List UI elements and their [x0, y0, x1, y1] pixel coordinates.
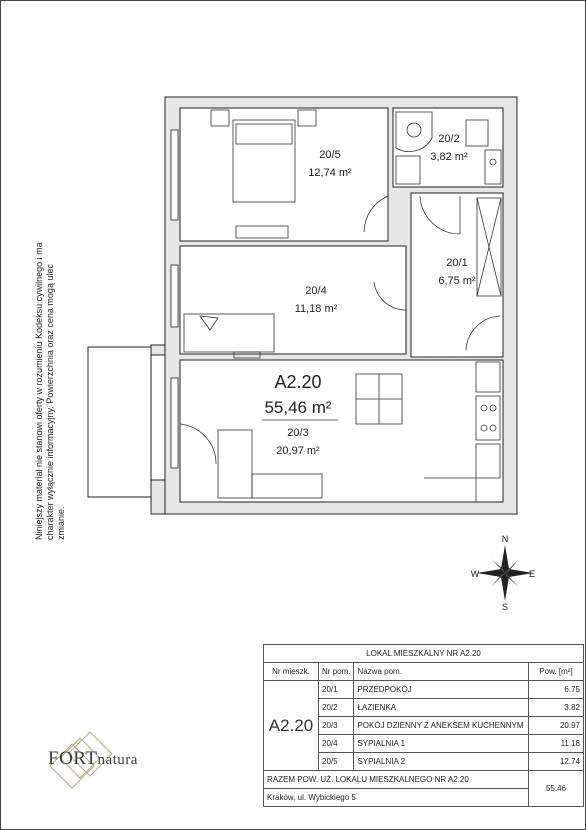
room-20-3-area: 20,97 m²	[276, 445, 320, 457]
room-20-1-id: 20/1	[446, 257, 468, 269]
room-20-1-area: 6,75 m²	[438, 275, 476, 287]
unit-code-cell: A2.20	[264, 681, 319, 771]
compass-e: E	[528, 569, 536, 579]
total-value: 55.46	[529, 771, 584, 807]
col-header-area: Pow. [m²]	[529, 663, 584, 681]
compass-w: W	[470, 569, 480, 579]
room-20-5-id: 20/5	[319, 149, 341, 161]
col-header-nr: Nr pom.	[319, 663, 354, 681]
disclaimer-text: Niniejszy materiał nie stanowi oferty w rozumieniu Kodeksu cywilnego i ma charakter wyłącznie informacyjny. Powierzchnia oraz cena mogą ulec zmianie.	[34, 242, 66, 540]
unit-total-area: 55,46 m²	[264, 398, 332, 417]
col-header-mz: Nr mieszk.	[264, 663, 319, 681]
room-20-4-id: 20/4	[305, 285, 327, 297]
compass-s: S	[501, 602, 509, 612]
table-row: A2.20 20/1 PRZEDPOKÓJ 6.75	[264, 681, 584, 699]
table-row: 20/4 SYPIALNIA 1 11.18	[264, 735, 584, 753]
room-20-2-area: 3,82 m²	[430, 151, 468, 163]
room-20-2-id: 20/2	[438, 133, 460, 145]
address: Kraków, ul. Wybickiego 5	[264, 789, 529, 807]
legend-title: LOKAL MIESZKALNY NR A2.20	[264, 645, 584, 663]
total-label: RAZEM POW. UŻ. LOKALU MIESZKALNEGO NR A2.20	[264, 771, 529, 789]
table-row: 20/3 POKÓJ DZIENNY Z ANEKSEM KUCHENNYM 20.97	[264, 717, 584, 735]
col-header-name: Nazwa pom.	[354, 663, 529, 681]
room-legend-table	[263, 644, 584, 807]
room-20-5-area: 12,74 m²	[308, 167, 352, 179]
table-row: 20/5 SYPIALNIA 2 12.74	[264, 753, 584, 771]
compass-rose-icon	[477, 545, 536, 601]
compass-n: N	[501, 534, 509, 544]
unit-code: A2.20	[274, 372, 322, 392]
room-20-3-id: 20/3	[287, 427, 309, 439]
room-20-4-area: 11,18 m²	[294, 303, 338, 315]
table-row: 20/2 ŁAZIENKA 3.82	[264, 699, 584, 717]
brand-logo: FORTnatura	[48, 748, 138, 769]
